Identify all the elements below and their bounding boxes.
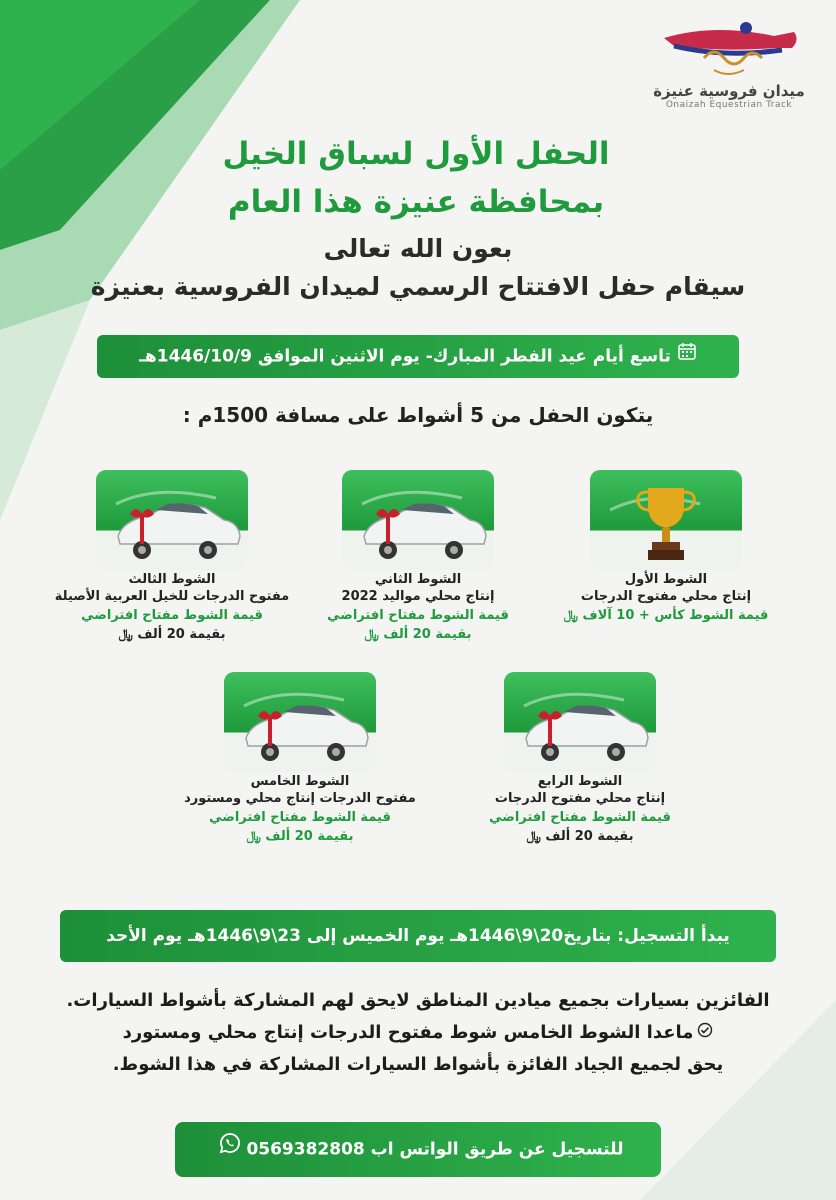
whatsapp-registration-button[interactable] bbox=[175, 1122, 661, 1177]
riyal-icon: ﷼ bbox=[246, 829, 261, 844]
horse-logo-icon bbox=[654, 18, 804, 80]
round-card-5 bbox=[170, 672, 430, 846]
date-banner-text: تاسع أيام عيد الفطر المبارك- يوم الاثنين الموافق 1446/10/9هـ bbox=[139, 346, 671, 367]
check-circle-icon bbox=[697, 1017, 713, 1049]
registration-banner: يبدأ التسجيل: بتاريخ20\9\1446هـ يوم الخميس إلى 23\9\1446هـ يوم الأحد bbox=[60, 910, 776, 962]
round-5-name: الشوط الخامس bbox=[250, 774, 350, 789]
brand-name-en: Onaizah Equestrian Track bbox=[665, 100, 793, 110]
brand-logo bbox=[644, 18, 814, 110]
eligibility-notes bbox=[40, 985, 796, 1081]
whatsapp-icon bbox=[219, 1122, 241, 1177]
riyal-icon: ﷼ bbox=[364, 627, 379, 642]
title-line-1: الحفل الأول لسباق الخيل bbox=[222, 136, 610, 172]
whatsapp-text: للتسجيل عن طريق الواتس اب 0569382808 bbox=[246, 1139, 624, 1160]
calendar-icon bbox=[677, 335, 697, 378]
car-image bbox=[224, 672, 376, 772]
round-4-name: الشوط الرابع bbox=[537, 774, 623, 789]
title-line-2: بمحافظة عنيزة هذا العام bbox=[227, 184, 605, 220]
round-card-2 bbox=[288, 470, 548, 644]
date-banner bbox=[97, 335, 739, 378]
rounds-intro: يتكون الحفل من 5 أشواط على مسافة 1500م : bbox=[182, 403, 654, 427]
round-3-prize: قيمة الشوط مفتاح افتراضي bbox=[81, 608, 263, 623]
car-image bbox=[504, 672, 656, 772]
note-line-3: يحق لجميع الجياد الفائزة بأشواط السيارات المشاركة في هذا الشوط. bbox=[112, 1054, 724, 1075]
round-5-value: بقيمة 20 ألف ﷼ bbox=[246, 829, 354, 844]
round-2-prize: قيمة الشوط مفتاح افتراضي bbox=[327, 608, 509, 623]
round-1-name: الشوط الأول bbox=[624, 572, 708, 587]
round-2-name: الشوط الثاني bbox=[374, 572, 462, 587]
round-3-detail: مفتوح الدرجات للخيل العربية الأصيلة bbox=[54, 589, 290, 604]
round-3-name: الشوط الثالث bbox=[128, 572, 216, 587]
trophy-image bbox=[590, 470, 742, 570]
round-4-detail: إنتاج محلي مفتوح الدرجات bbox=[494, 791, 666, 806]
round-3-value: بقيمة 20 ألف ﷼ bbox=[118, 627, 226, 642]
round-1-detail: إنتاج محلي مفتوح الدرجات bbox=[580, 589, 752, 604]
riyal-icon: ﷼ bbox=[526, 829, 541, 844]
round-4-value: بقيمة 20 ألف ﷼ bbox=[526, 829, 634, 844]
round-5-detail: مفتوح الدرجات إنتاج محلي ومستورد bbox=[184, 791, 416, 806]
round-2-value: بقيمة 20 ألف ﷼ bbox=[364, 627, 472, 642]
round-card-3 bbox=[42, 470, 302, 644]
car-image bbox=[342, 470, 494, 570]
riyal-icon: ﷼ bbox=[563, 608, 578, 623]
round-5-prize: قيمة الشوط مفتاح افتراضي bbox=[209, 810, 391, 825]
riyal-icon: ﷼ bbox=[118, 627, 133, 642]
round-2-detail: إنتاج محلي مواليد 2022 bbox=[341, 589, 495, 604]
subtitle-line-2: سيقام حفل الافتتاح الرسمي لميدان الفروسية بعنيزة bbox=[90, 272, 746, 301]
brand-name-ar: ميدان فروسية عنيزة bbox=[653, 82, 805, 100]
car-image bbox=[96, 470, 248, 570]
note-line-2: ماعدا الشوط الخامس شوط مفتوح الدرجات إنتاج محلي ومستورد bbox=[40, 1017, 796, 1049]
page-title bbox=[216, 130, 616, 226]
round-card-1 bbox=[536, 470, 796, 625]
round-1-prize: قيمة الشوط كأس + 10 آلاف ﷼ bbox=[563, 608, 769, 623]
round-4-prize: قيمة الشوط مفتاح افتراضي bbox=[489, 810, 671, 825]
note-line-1: الفائزين بسيارات بجميع ميادين المناطق لايحق لهم المشاركة بأشواط السيارات. bbox=[66, 990, 770, 1011]
subtitle-line-1: بعون الله تعالى bbox=[323, 234, 513, 263]
round-card-4 bbox=[450, 672, 710, 846]
page-subtitle bbox=[60, 230, 776, 306]
